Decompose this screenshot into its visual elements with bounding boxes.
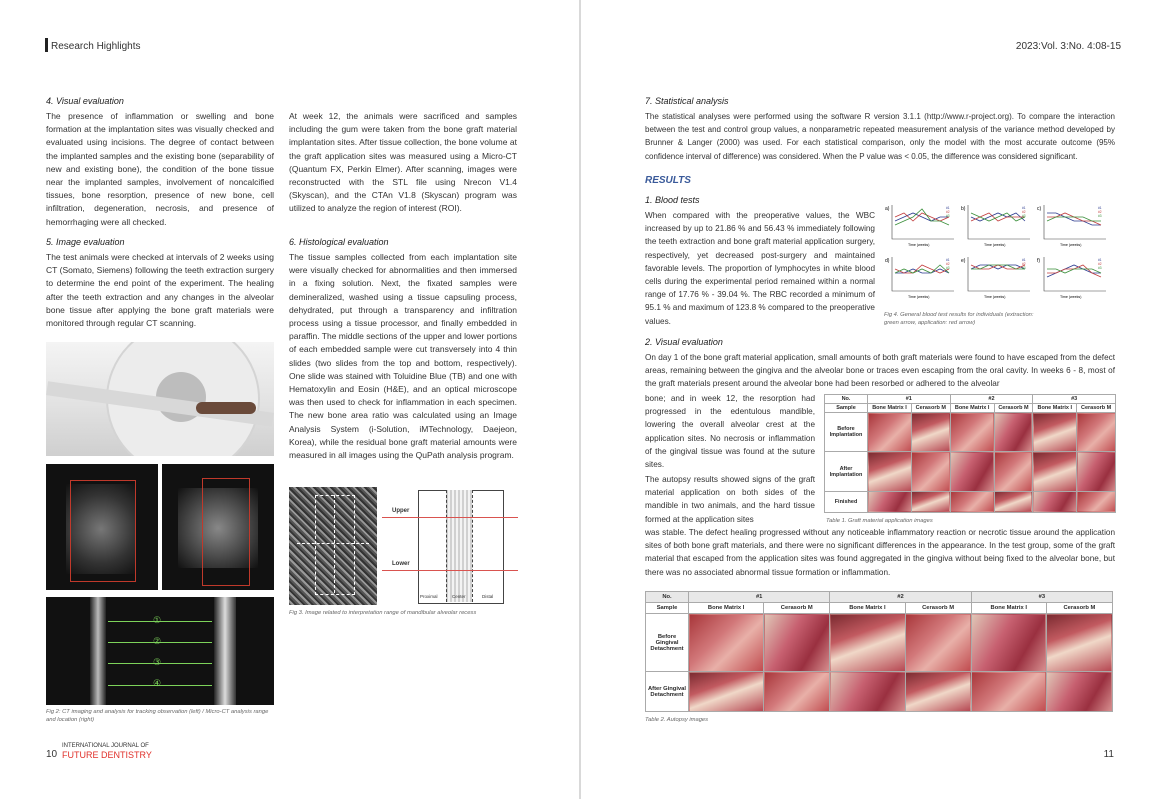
fig4-legend-entry: #3: [946, 214, 950, 218]
fig4-legend-entry: #1: [1022, 258, 1026, 262]
table1-photo: [950, 413, 994, 452]
table1-photo: [911, 452, 950, 491]
table1-caption: Table 1. Graft material application images: [826, 518, 933, 524]
section-5-text: The test animals were checked at intervals of 2 weeks using CT (Somato, Siemens) following the teeth extraction surgery to determine the end point of the experiment. The healing after the teeth extraction and any changes in the alveolar bone tissue after applying the bone graft materials were monitored through regular CT scanning.: [46, 252, 274, 329]
label-center: Center: [452, 594, 466, 599]
table1-group-1: #1: [868, 395, 951, 404]
table1-group-3: #3: [1033, 395, 1116, 404]
fig4-xlabel: Time (weeks): [908, 295, 930, 299]
marker-3: ③: [153, 657, 162, 667]
fig4-legend-entry: #2: [1022, 210, 1026, 214]
fig4-axes: [892, 257, 954, 291]
fig4-legend-entry: #2: [1098, 262, 1102, 266]
fig4-series-line: [895, 213, 949, 221]
table1-sample-label: Sample: [825, 404, 868, 413]
table1-photo: [1077, 452, 1116, 491]
fig4-legend-entry: #1: [1098, 206, 1102, 210]
table2-photo: [905, 672, 971, 712]
fig4-xlabel: Time (weeks): [1060, 243, 1082, 247]
table2-photo: [971, 614, 1046, 672]
marker-4: ④: [153, 678, 162, 688]
blood-tests-text: When compared with the preoperative values, the WBC increased by up to 21.86 % and 56.43 % immediately following the teeth extraction and bone graft material application surgery, respectively, yet decreased post-surgery and maintained favorable levels. The proportion of lymphocytes in white blood cells during the experimental period remained within a normal range of 17.76 % - 39.04 %. The RBC recorded a minimum of 95.1 % and maximum of 123.8 % compared to the preoperative values.: [645, 211, 875, 326]
table1-photo: [1033, 491, 1077, 512]
fig4-xlabel: Time (weeks): [984, 243, 1006, 247]
fig4-axes: [968, 205, 1030, 239]
histology-image: [289, 487, 377, 605]
fig4-legend-entry: #1: [1022, 206, 1026, 210]
page-number-left: 10: [46, 749, 58, 760]
table2-col-6: Cerasorb M: [1046, 603, 1112, 614]
table-2: [645, 591, 1113, 712]
table1-row-label: After Implantation: [825, 452, 868, 491]
right-page: [581, 0, 1160, 799]
table1-photo: [994, 452, 1033, 491]
fig4-legend-entry: #2: [1098, 210, 1102, 214]
table1-photo: [950, 452, 994, 491]
visual-eval-text-2: bone; and in week 12, the resorption had progressed in the edentulous mandible, lowering the overall alveolar crest at the application sites. No necrosis or inflammation of the gingival tissue was found at the suture sites.: [645, 394, 815, 470]
fig4-panel-label: c): [1037, 206, 1042, 212]
table1-group-2: #2: [950, 395, 1033, 404]
section-6-title: 6. Histological evaluation: [289, 237, 389, 247]
blood-test-charts: [884, 203, 1110, 309]
table2-photo: [971, 672, 1046, 712]
section-4-title: 4. Visual evaluation: [46, 96, 124, 106]
blood-tests-title: 1. Blood tests: [645, 195, 700, 205]
table1-photo: [868, 413, 912, 452]
journal-name-line1: INTERNATIONAL JOURNAL OF: [62, 743, 149, 749]
ct-scanner-photo: [46, 342, 274, 456]
table2-col-2: Cerasorb M: [764, 603, 830, 614]
fig4-series-line: [1047, 269, 1101, 273]
table2-group-3: #3: [971, 592, 1112, 603]
table1-col-1: Bone Matrix I: [868, 404, 912, 413]
table1-photo: [1077, 491, 1116, 512]
fig4-axes: [968, 257, 1030, 291]
blood-test-figure: [884, 203, 1110, 309]
fig4-xlabel: Time (weeks): [984, 295, 1006, 299]
section-7-title: 7. Statistical analysis: [645, 96, 729, 106]
table1-row-label: Finished: [825, 491, 868, 512]
fig4-legend-entry: #3: [1022, 266, 1026, 270]
fig4-series-line: [1047, 265, 1101, 277]
fig4-panel-label: a): [885, 206, 890, 212]
table2-group-2: #2: [830, 592, 971, 603]
fig2-caption: Fig 2: CT imaging and analysis for tracking observation (left) / Micro-CT analysis range and location (right): [46, 709, 269, 723]
table1-row-label: Before Implantation: [825, 413, 868, 452]
fig4-panel-label: e): [961, 258, 966, 264]
table2-caption: Table 2. Autopsy images: [645, 717, 709, 723]
table2-photo: [830, 672, 905, 712]
table2-no-label: No.: [646, 592, 689, 603]
header-bar: [45, 38, 48, 52]
table1-col-6: Cerasorb M: [1077, 404, 1116, 413]
label-distal: Distal: [482, 594, 494, 599]
fig4-panel-label: f): [1037, 258, 1041, 264]
table1-col-2: Cerasorb M: [911, 404, 950, 413]
visual-eval-title: 2. Visual evaluation: [645, 337, 723, 347]
table2-sample-label: Sample: [646, 603, 689, 614]
label-lower: Lower: [392, 561, 410, 567]
table1-photo: [1033, 452, 1077, 491]
table1-photo: [911, 491, 950, 512]
section-7-text: The statistical analyses were performed using the software R version 3.1.1 (http://www.r-project.org). To compare the interaction between the test and control group values, a nonparametric repeated measurement analysis of the variance method developed by Brunner & Langer (2000) was used. For each statistical comparison, only the model with the most accurate outcome (95% confidence interval of difference) was considered. When the P value was < 0.05, the difference was considered significant.: [645, 112, 1115, 161]
fig4-series-line: [1047, 213, 1101, 225]
table2-col-3: Bone Matrix I: [830, 603, 905, 614]
label-proximal: Proximal: [420, 594, 438, 599]
table2-photo: [764, 672, 830, 712]
table1-col-3: Bone Matrix I: [950, 404, 994, 413]
fig4-panel-label: b): [961, 206, 966, 212]
fig4-legend-entry: #1: [1098, 258, 1102, 262]
journal-name-line2: FUTURE DENTISTRY: [62, 750, 152, 760]
marker-1: ①: [153, 615, 162, 625]
table1-photo: [868, 452, 912, 491]
micro-ct-image-left: [46, 464, 158, 590]
table2-col-4: Cerasorb M: [905, 603, 971, 614]
fig4-legend-entry: #2: [946, 262, 950, 266]
fig4-panel-label: d): [885, 258, 890, 264]
fig4-xlabel: Time (weeks): [1060, 295, 1082, 299]
table2-row-label: Before Gingival Detachment: [646, 614, 689, 672]
interpretation-diagram: [382, 488, 518, 606]
table1-photo: [1033, 413, 1077, 452]
section-4-text: The presence of inflammation or swelling and bone formation at the implantation sites was visually checked and evaluated using incisions. The degree of contact between the implanted samples and the existing bone (separability of new and existing bone), the condition of the bone tissue near the implanted samples, involvement of noncalcified tissues, bone resorption, presence of new bone, cell infiltration, degeneration, necrosis, and presence of hemorrhaging were all checked.: [46, 111, 274, 227]
table2-group-1: #1: [689, 592, 830, 603]
table2-photo: [764, 614, 830, 672]
fig4-legend-entry: #3: [1098, 214, 1102, 218]
section-6-text: The tissue samples collected from each implantation site were visually checked for abnormalities and then immersed in a fixing solution. Next, the fixated samples were demineralized, washed using a tissue capsuling process, dehydrated, put through a transparency and infiltration process using a tissue processor, and finally embedded in paraffin. The middle sections of the upper and lower portions of each embedded sample were cut transversely into 4 thin slides (two slides from the top and bottom, respectively). One slide was stained with Toluidine Blue (TB) and one with Hematoxylin and Eosin (H&E), and an optical microscope was then used to check for inflammation in each specimen. The new bone area ratio was calculated using an Image Analysis System (i-Solution, iMTechnology, Daejeon, Korea), while the residual bone graft material amounts were measured in all images using the QuPath analysis program.: [289, 252, 517, 461]
table2-photo: [1046, 672, 1112, 712]
marker-2: ②: [153, 636, 162, 646]
fig4-axes: [1044, 205, 1106, 239]
table2-photo: [830, 614, 905, 672]
table2-photo: [1046, 614, 1112, 672]
table2-row-label: After Gingival Detachment: [646, 672, 689, 712]
table1-photo: [1077, 413, 1116, 452]
table2-photo: [905, 614, 971, 672]
fig4-legend-entry: #2: [946, 210, 950, 214]
table1-col-5: Bone Matrix I: [1033, 404, 1077, 413]
running-header-right: 2023:Vol. 3:No. 4:08-15: [1015, 41, 1121, 52]
table-1: [824, 394, 1116, 513]
fig4-series-line: [1047, 213, 1101, 225]
table2-col-1: Bone Matrix I: [689, 603, 764, 614]
column2-text: At week 12, the animals were sacrificed and samples including the gum were taken from the bone graft material implantation sites. After tissue collection, the bone volume at the graft application sites was measured using a Micro-CT (Quantum FX, Perkin Elmer). After scanning, images were reconstructed with the STL file using Nrecon V1.4 (Skyscan), and the CTAn V1.8 (Skyscan) program was utilized to analyze the region of interest (ROI).: [289, 111, 517, 214]
table1-col-4: Cerasorb M: [994, 404, 1033, 413]
fig4-legend-entry: #1: [946, 258, 950, 262]
fig4-xlabel: Time (weeks): [908, 243, 930, 247]
table1-photo: [994, 413, 1033, 452]
table1-photo: [950, 491, 994, 512]
fig4-series-line: [1047, 217, 1101, 221]
table2-photo: [689, 672, 764, 712]
table1-photo: [994, 491, 1033, 512]
visual-eval-text-1: On day 1 of the bone graft material application, small amounts of both graft materials were found to have escaped from the defect areas, remaining between the gingiva and the alveolar bone or traces even escaping from the oral cavity. In weeks 6 - 8, most of the graft materials present around the alveolar bone had been resorbed or adhered to the alveolar: [645, 353, 1115, 389]
running-header: Research Highlights: [51, 41, 141, 52]
table2-col-5: Bone Matrix I: [971, 603, 1046, 614]
micro-ct-image-right: [162, 464, 274, 590]
visual-eval-text-3: The autopsy results showed signs of the graft material application on both sides of the mandible in two animals, and the hard tissue formed at the application sites: [645, 475, 815, 524]
ct-tracking-image: [46, 597, 274, 705]
results-heading: RESULTS: [645, 175, 691, 186]
fig4-legend-entry: #2: [1022, 262, 1026, 266]
table1-no-label: No.: [825, 395, 868, 404]
page-number-right: 11: [1103, 749, 1114, 760]
fig4-legend-entry: #3: [1022, 214, 1026, 218]
visual-eval-text-4: was stable. The defect healing progressed without any noticeable inflammatory reaction or necrotic tissue around the application sites of both bone graft materials, and there were no significant differences in the appearance. In the test group, some of the graft material that escaped from the application sites was found aggregated in the gingiva without being fixed to the alveolar bone, but there was no associated abnormal tissue formation or inflammation.: [645, 528, 1115, 577]
label-upper: Upper: [392, 508, 410, 514]
fig4-series-line: [1047, 265, 1101, 277]
table2-photo: [689, 614, 764, 672]
fig4-legend-entry: #1: [946, 206, 950, 210]
fig4-caption: Fig 4. General blood test results for individuals (extraction: green arrow, application: red arrow): [884, 312, 1034, 326]
table1-photo: [868, 491, 912, 512]
fig4-legend-entry: #3: [1098, 266, 1102, 270]
section-5-title: 5. Image evaluation: [46, 237, 125, 247]
fig4-legend-entry: #3: [946, 266, 950, 270]
table1-photo: [911, 413, 950, 452]
fig3-caption: Fig 3. Image related to interpretation range of mandibular alveolar recess: [289, 610, 477, 616]
left-page: [0, 0, 579, 799]
